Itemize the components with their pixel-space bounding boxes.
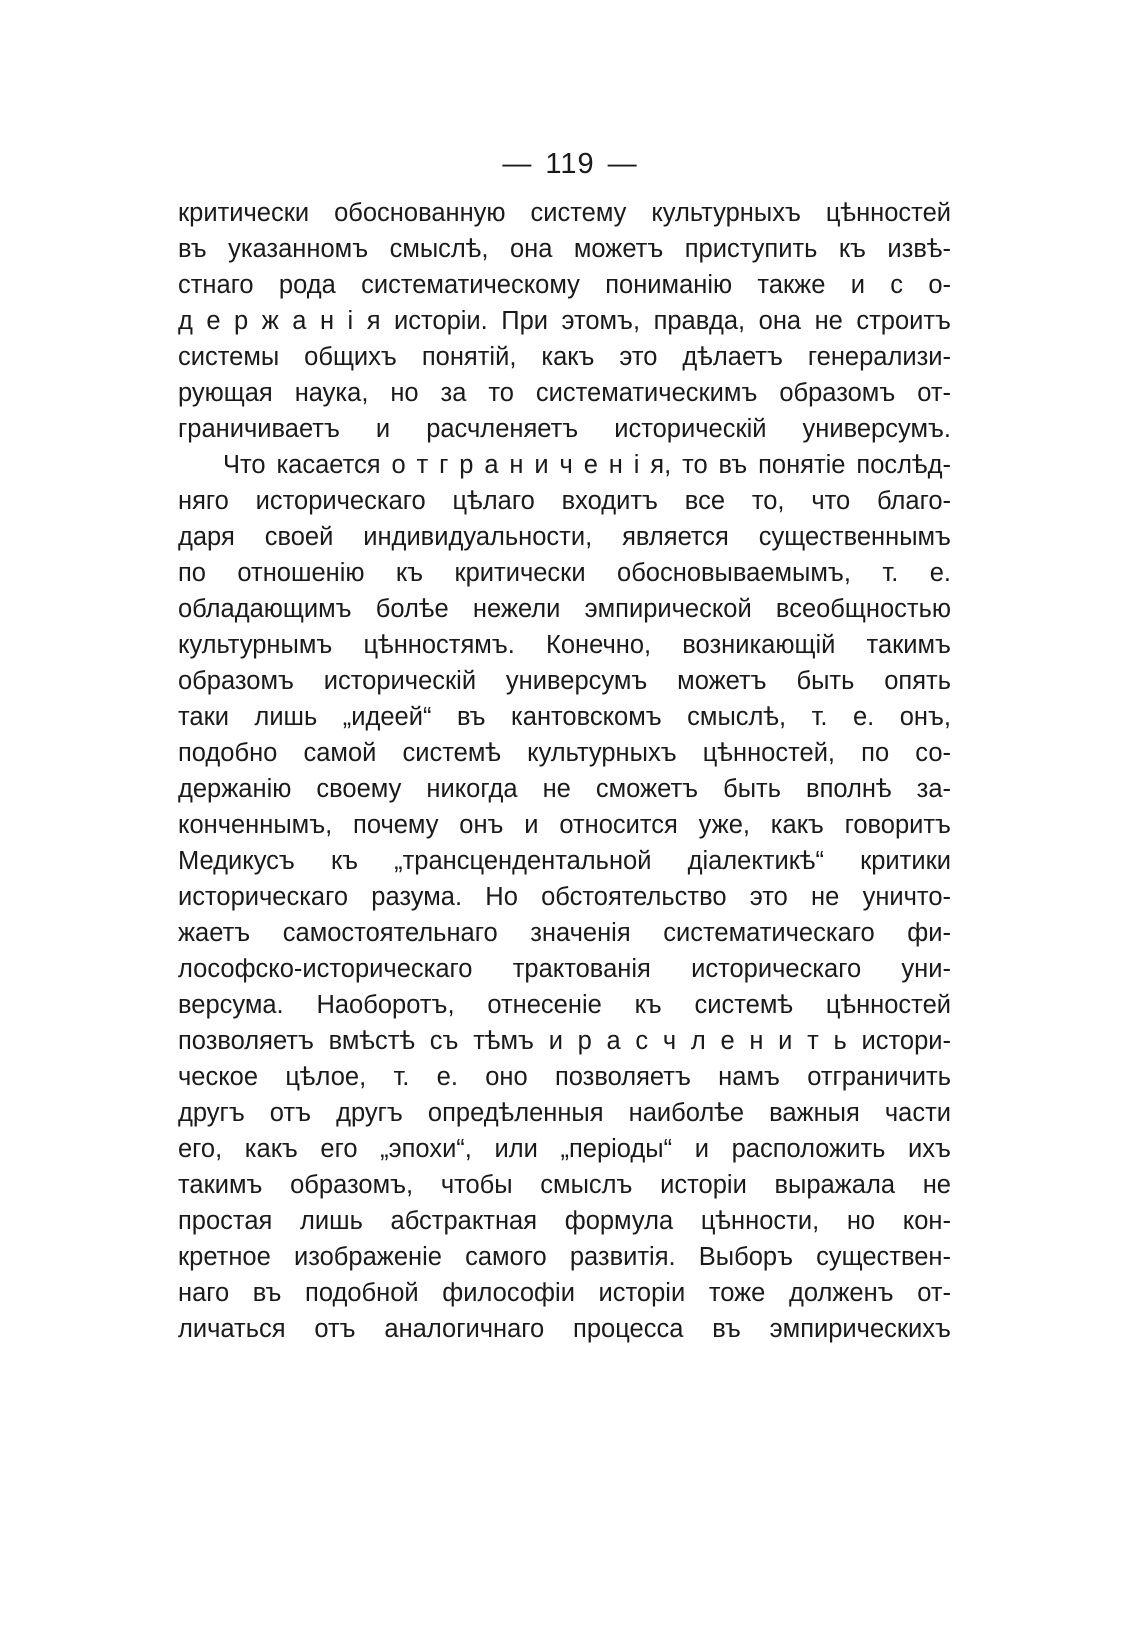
- text-line: даря своей индивидуальности, является существеннымъ: [178, 523, 951, 551]
- text-line: обладающимъ болѣе нежели эмпирической всеобщностью: [178, 595, 951, 623]
- text-line: Медикусъ къ „трансцендентальной діалектикѣ“ критики: [178, 847, 951, 875]
- text-line: образомъ историческій универсумъ можетъ быть опять: [178, 667, 951, 695]
- text-line: историческаго разума. Но обстоятельство это не уничто-: [178, 883, 951, 911]
- text-line-paragraph-start: Что касается о т г р а н и ч е н і я, то въ понятіе послѣд-: [223, 451, 951, 479]
- text-line: версума. Наоборотъ, отнесеніе къ системѣ цѣнностей: [178, 991, 951, 1019]
- text-line: подобно самой системѣ культурныхъ цѣнностей, по со-: [178, 739, 951, 767]
- text-line: граничиваетъ и расчленяетъ историческій универсумъ.: [178, 415, 951, 443]
- text-line: другъ отъ другъ опредѣленныя наиболѣе важныя части: [178, 1099, 951, 1127]
- text-line: въ указанномъ смыслѣ, она можетъ приступить къ извѣ-: [178, 235, 951, 263]
- text-line: по отношенію къ критически обосновываемымъ, т. е.: [178, 559, 951, 587]
- text-line: рующая наука, но за то систематическимъ образомъ от-: [178, 379, 951, 407]
- text-line: наго въ подобной философіи исторіи тоже долженъ от-: [178, 1279, 951, 1307]
- page-number-dash-right: —: [607, 148, 638, 180]
- text-line: конченнымъ, почему онъ и относится уже, какъ говоритъ: [178, 811, 951, 839]
- text-line: держанію своему никогда не сможетъ быть вполнѣ за-: [178, 775, 951, 803]
- text-line: простая лишь абстрактная формула цѣнности, но кон-: [178, 1207, 951, 1235]
- text-line: ческое цѣлое, т. е. оно позволяетъ намъ отграничить: [178, 1063, 951, 1091]
- text-line: его, какъ его „эпохи“, или „періоды“ и расположить ихъ: [178, 1135, 951, 1163]
- text-line: няго историческаго цѣлаго входитъ все то, что благо-: [178, 487, 951, 515]
- text-line: д е р ж а н і я исторіи. При этомъ, правда, она не строитъ: [178, 307, 951, 335]
- text-line: личаться отъ аналогичнаго процесса въ эмпирическихъ: [178, 1315, 951, 1343]
- text-line: критически обоснованную систему культурныхъ цѣнностей: [178, 199, 951, 227]
- text-line: системы общихъ понятій, какъ это дѣлаетъ генерализи-: [178, 343, 951, 371]
- text-line: позволяетъ вмѣстѣ съ тѣмъ и р а с ч л е н и т ь истори-: [178, 1027, 951, 1055]
- text-line: такимъ образомъ, чтобы смыслъ исторіи выражала не: [178, 1171, 951, 1199]
- text-line: лософско-историческаго трактованія историческаго уни-: [178, 955, 951, 983]
- text-line: стнаго рода систематическому пониманію также и с о-: [178, 271, 951, 299]
- page-number: [0, 148, 1140, 181]
- text-line: жаетъ самостоятельнаго значенія систематическаго фи-: [178, 919, 951, 947]
- page-number-dash-left: —: [502, 148, 533, 180]
- text-line: кретное изображеніе самого развитія. Выборъ существен-: [178, 1243, 951, 1271]
- text-line: культурнымъ цѣнностямъ. Конечно, возникающій такимъ: [178, 631, 951, 659]
- page-number-value: 119: [545, 148, 595, 180]
- text-line: таки лишь „идеей“ въ кантовскомъ смыслѣ, т. е. онъ,: [178, 703, 951, 731]
